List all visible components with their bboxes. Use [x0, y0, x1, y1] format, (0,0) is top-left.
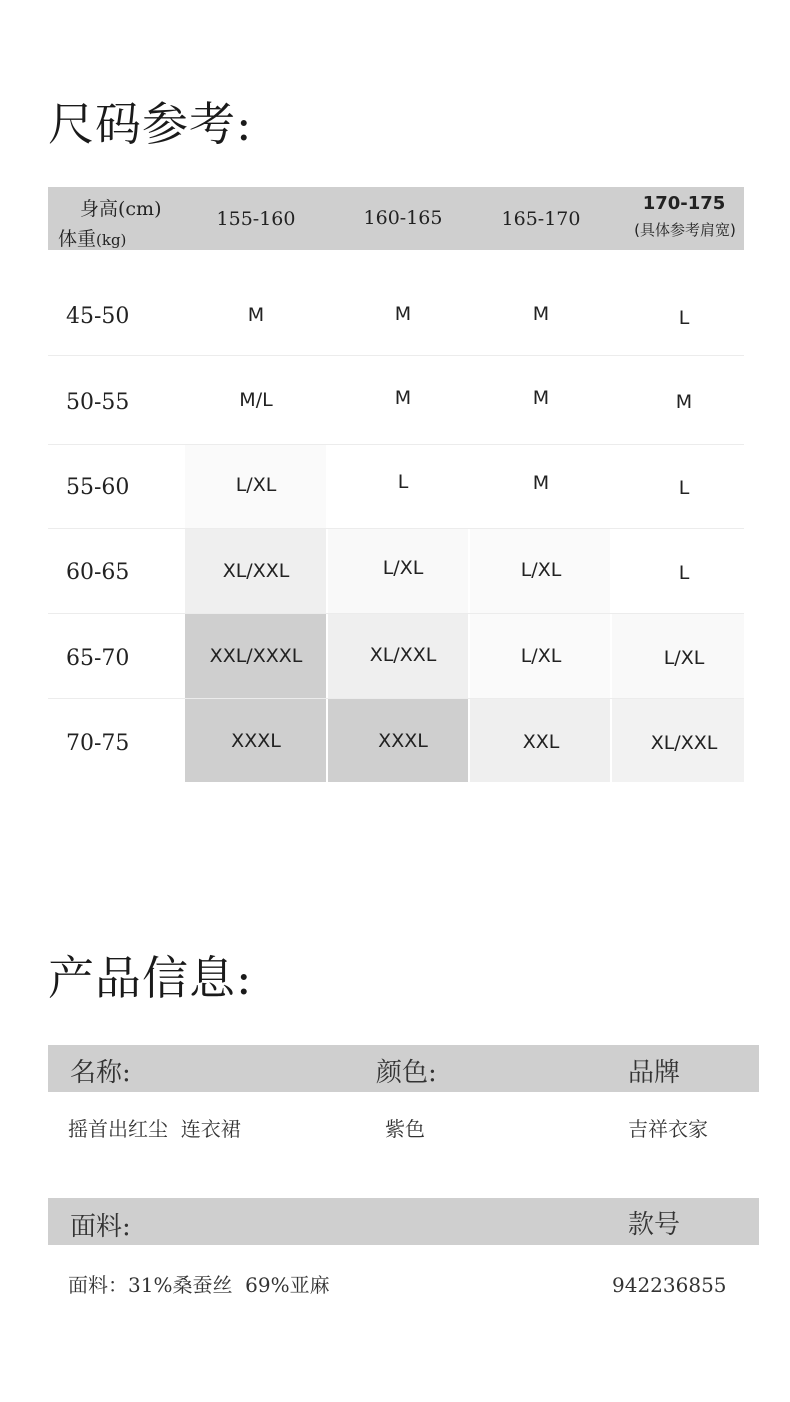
row-weight-70-75: 70-75: [66, 731, 130, 756]
header-height-label: 身高(cm): [80, 198, 162, 220]
product-info-title: 产品信息:: [48, 951, 253, 1005]
size-cell: M: [532, 387, 550, 409]
row-separator: [48, 613, 744, 614]
column-header-155-160: 155-160: [216, 208, 296, 230]
size-cell: L/XL: [520, 645, 562, 667]
size-cell: L/XL: [663, 647, 705, 669]
fabric-label: 面料:: [70, 1212, 131, 1242]
size-cell: L/XL: [382, 557, 424, 579]
column-header-170-175: 170-175: [642, 193, 726, 214]
name-label: 名称:: [70, 1058, 131, 1088]
size-cell: L/XL: [520, 559, 562, 581]
size-cell: L: [678, 562, 690, 584]
size-cell: L: [397, 471, 409, 493]
size-reference-title: 尺码参考:: [48, 97, 253, 151]
column-header-160-165: 160-165: [363, 207, 443, 229]
size-cell: L: [678, 307, 690, 329]
size-cell: M: [394, 303, 412, 325]
row-weight-65-70: 65-70: [66, 646, 130, 671]
row-weight-45-50: 45-50: [66, 304, 130, 329]
name-value: 摇首出红尘 连衣裙: [68, 1117, 241, 1141]
size-cell: L/XL: [235, 474, 277, 496]
size-cell: XL/XXL: [369, 644, 437, 666]
color-value: 紫色: [385, 1117, 425, 1141]
row-weight-50-55: 50-55: [66, 390, 130, 415]
brand-value: 吉祥衣家: [628, 1117, 708, 1141]
row-separator: [48, 528, 744, 529]
size-cell: M: [247, 304, 265, 326]
color-label: 颜色:: [376, 1058, 437, 1088]
size-cell: L: [678, 477, 690, 499]
header-weight-label: [58, 224, 126, 251]
size-cell: M: [532, 303, 550, 325]
row-separator: [48, 698, 744, 699]
size-cell: M: [532, 472, 550, 494]
header-weight-unit: (kg): [96, 231, 127, 249]
size-cell: XL/XXL: [222, 560, 290, 582]
row-separator: [48, 444, 744, 445]
fabric-value: 面料：31%桑蚕丝 69%亚麻: [68, 1273, 330, 1297]
size-cell: XL/XXL: [650, 732, 718, 754]
brand-label: 品牌: [628, 1058, 681, 1088]
style-number-value: 942236855: [612, 1273, 727, 1297]
size-cell: XXXL: [231, 730, 281, 752]
header-weight-text: 体重: [58, 228, 97, 250]
column-header-165-170: 165-170: [501, 208, 581, 230]
size-cell: XXL/XXXL: [209, 645, 303, 667]
row-separator: [48, 355, 744, 356]
row-weight-55-60: 55-60: [66, 475, 130, 500]
size-cell: XXL: [522, 731, 560, 753]
size-cell: M/L: [239, 389, 273, 411]
column-header-note: (具体参考肩宽): [634, 221, 736, 239]
row-weight-60-65: 60-65: [66, 560, 130, 585]
size-cell: M: [675, 391, 693, 413]
size-cell: M: [394, 387, 412, 409]
size-cell: XXXL: [378, 730, 428, 752]
style-number-label: 款号: [628, 1210, 681, 1240]
